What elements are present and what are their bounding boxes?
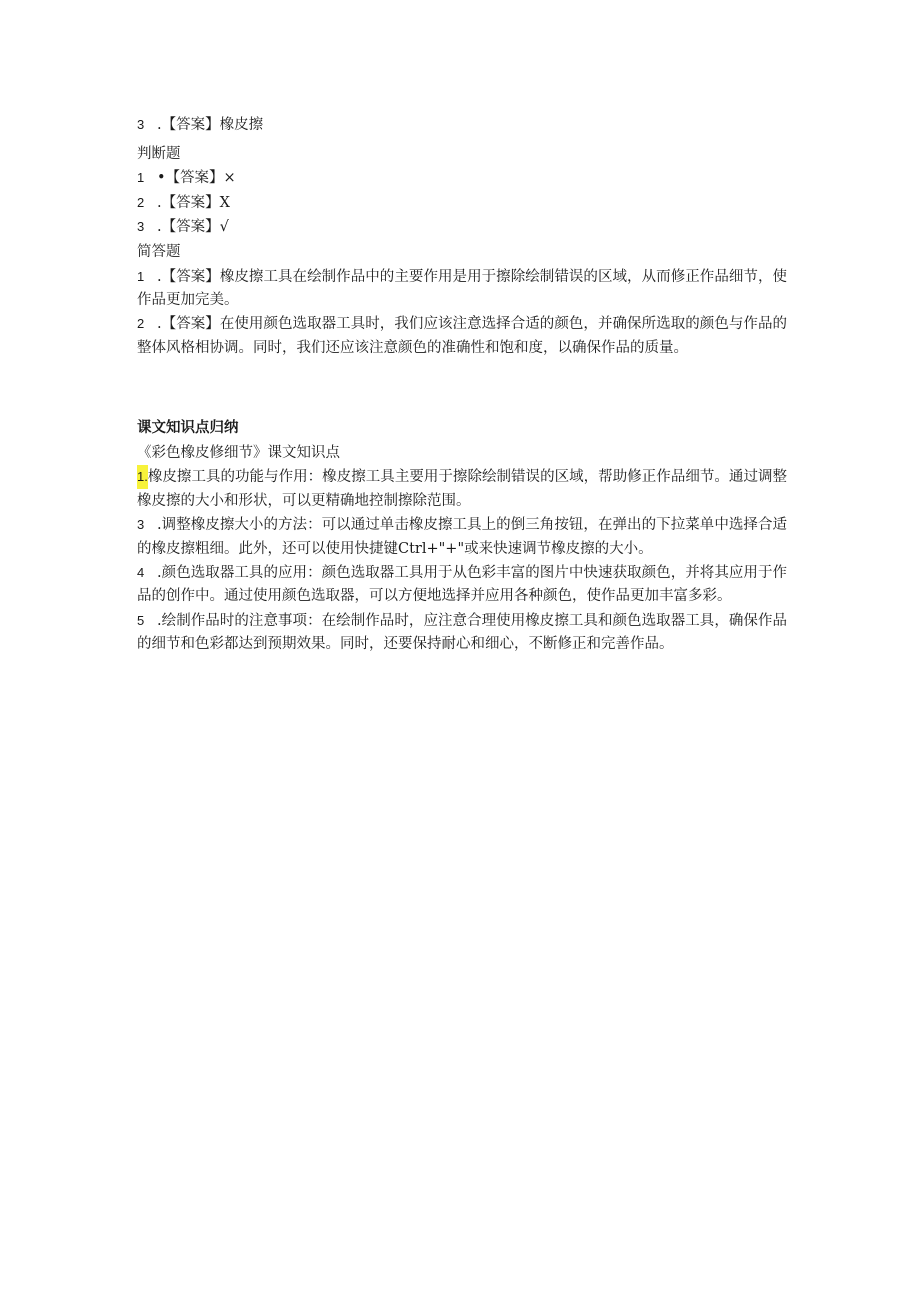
item-number: 1 <box>137 170 145 186</box>
answer-text: .【答案】√ <box>157 219 229 236</box>
item-number: 1 <box>137 268 145 284</box>
item-number: 3 <box>137 117 145 132</box>
item-number: 2 <box>137 194 145 210</box>
knowledge-point-4 <box>137 561 787 609</box>
section-heading: 课文知识点归纳 <box>137 420 239 437</box>
answer-text: •【答案】× <box>157 170 236 187</box>
answer-text: .【答案】橡皮擦 <box>157 117 264 133</box>
document-page <box>137 113 787 657</box>
section-subtitle: 《彩色橡皮修细节》课文知识点 <box>137 444 340 461</box>
item-number: 3 <box>137 517 145 533</box>
item-number: 4 <box>137 565 145 580</box>
short-answer-heading: 简答题 <box>137 243 181 260</box>
answer-text: .【答案】橡皮擦工具在绘制作品中的主要作用是用于擦除绘制错误的区域，从而修正作品细节，使作品更加完美。 <box>137 268 787 308</box>
point-text: .颜色选取器工具的应用：颜色选取器工具用于从色彩丰富的图片中快速获取颜色，并将其应用于作品的创作中。通过使用颜色选取器，可以方便地选择并应用各种颜色，使作品更加丰富多彩。 <box>137 565 787 605</box>
knowledge-point-1 <box>137 465 787 513</box>
short-answer-2 <box>137 312 787 360</box>
answer-text: .【答案】X <box>157 194 230 211</box>
knowledge-point-3 <box>137 513 787 561</box>
point-text: .调整橡皮擦大小的方法：可以通过单击橡皮擦工具上的倒三角按钮，在弹出的下拉菜单中选择合适的橡皮擦粗细。此外，还可以使用快捷键Ctrl+"+"或来快速调节橡皮擦的大小。 <box>137 517 787 557</box>
judge-heading: 判断题 <box>137 145 181 162</box>
item-number: 2 <box>137 316 145 332</box>
item-number: 3 <box>137 219 145 235</box>
judge-answer-3 <box>137 215 787 240</box>
highlighted-item-number: 1. <box>137 465 148 488</box>
judge-answer-2 <box>137 191 787 216</box>
knowledge-point-5 <box>137 609 787 657</box>
answer-fill-3 <box>137 113 787 138</box>
judge-answer-1 <box>137 166 787 191</box>
item-number: 5 <box>137 612 145 628</box>
answer-text: .【答案】在使用颜色选取器工具时，我们应该注意选择合适的颜色，并确保所选取的颜色与作品的整体风格相协调。同时，我们还应该注意颜色的准确性和饱和度，以确保作品的质量。 <box>137 316 787 356</box>
short-answer-1 <box>137 265 787 313</box>
point-text: .绘制作品时的注意事项：在绘制作品时，应注意合理使用橡皮擦工具和颜色选取器工具，确保作品的细节和色彩都达到预期效果。同时，还要保持耐心和细心，不断修正和完善作品。 <box>137 612 787 653</box>
point-text: 橡皮擦工具的功能与作用：橡皮擦工具主要用于擦除绘制错误的区域，帮助修正作品细节。通过调整橡皮擦的大小和形状，可以更精确地控制擦除范围。 <box>137 469 787 509</box>
